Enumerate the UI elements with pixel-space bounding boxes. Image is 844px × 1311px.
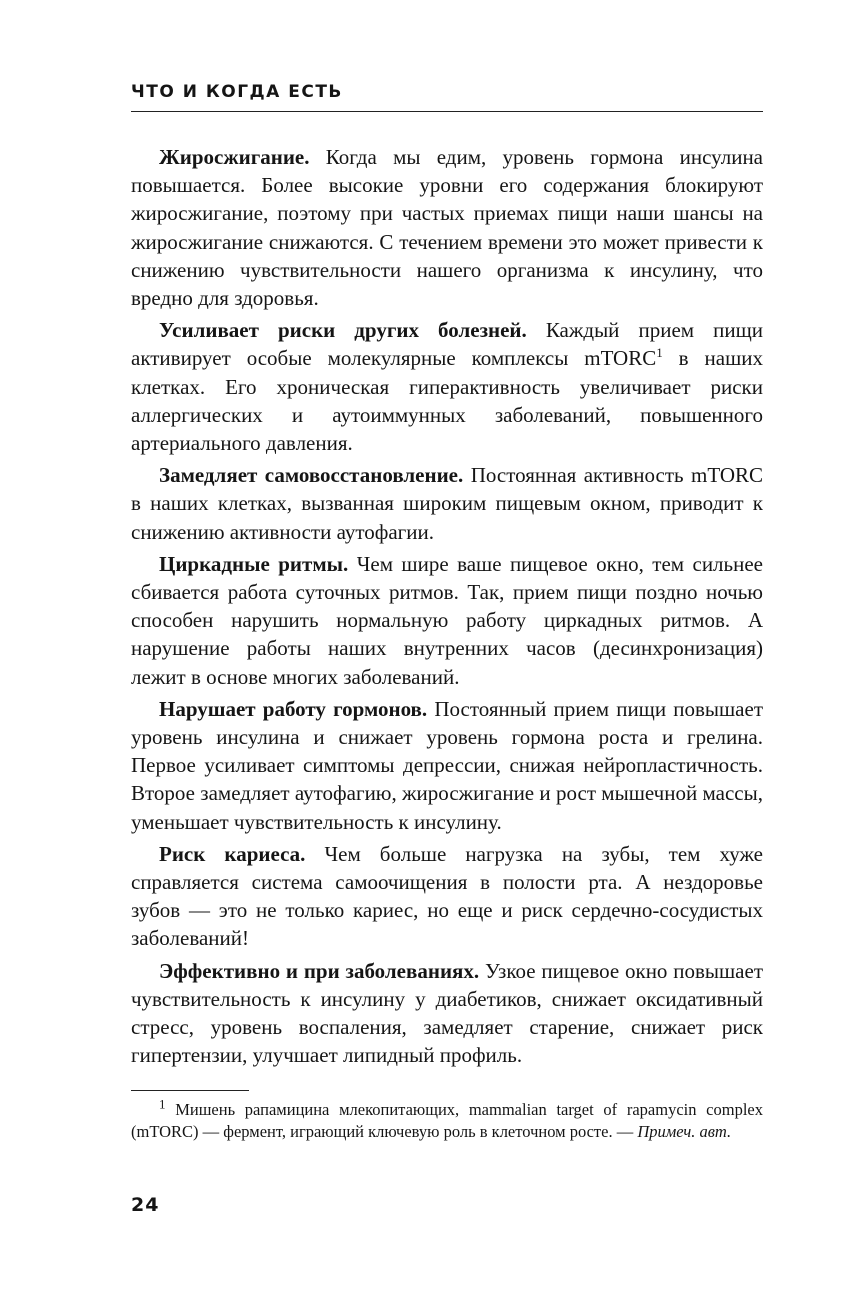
paragraph-lead: Эффективно и при заболеваниях. [159,958,480,983]
paragraph-text: Чем больше нагрузка на зубы, тем хуже справляется система самоочищения в полости рта. А нездоровье зубов — это не только кариес, но еще и риск сердечно-сосудистых заболеваний! [131,841,763,951]
paragraph-lead: Риск кариеса. [159,841,306,866]
paragraph-lead: Усиливает риски других болезней. [159,318,527,343]
page-number: 24 [131,1194,160,1216]
paragraph-fat-burning [131,143,763,312]
running-head: ЧТО И КОГДА ЕСТЬ [131,82,343,102]
paragraph-text: Чем шире ваше пищевое окно, тем сильнее сбивается работа суточных ритмов. Так, прием пищи поздно ночью способен нарушить нормальную работу циркадных ритмов. А нарушение работы наших внутренних часов (десинхронизация) лежит в основе многих заболеваний. [131,551,763,689]
body-text [131,143,763,1074]
paragraph-self-repair [131,461,763,546]
footnote-reference[interactable]: 1 [656,345,663,361]
footnote-number: 1 [159,1096,166,1112]
header-rule [131,111,763,112]
paragraph-caries [131,840,763,953]
paragraph-hormones [131,695,763,836]
paragraph-lead: Циркадные ритмы. [159,551,349,576]
paragraph-text: Каждый прием пищи активирует особые молекулярные комплексы mTORC [131,318,763,371]
paragraph-text: Постоянный прием пищи повышает уровень инсулина и снижает уровень гормона роста и грелина. Первое усиливает симптомы депрессии, снижая нейропластичность. Второе замедляет аутофагию, жиросжигание и рост мышечной массы, уменьшает чувствительность к инсулину. [131,696,763,834]
paragraph-disease-risks [131,316,763,457]
footnote-author-note: Примеч. авт. [637,1121,732,1141]
paragraph-text: Узкое пищевое окно повышает чувствительность к инсулину у диабетиков, снижает оксидативный стресс, уровень воспаления, замедляет старение, снижает риск гипертензии, улучшает липидный профиль. [131,958,764,1068]
footnote [131,1096,763,1142]
footnote-rule [131,1090,249,1091]
paragraph-lead: Жиросжигание. [159,145,310,169]
paragraph-lead: Замедляет самовосстановление. [159,463,464,488]
footnote-text: Мишень рапамицина млекопитающих, mammalian target of rapamycin complex (mTORC) — фермент, играющий ключевую роль в клеточном росте. — [131,1100,763,1141]
paragraph-diseases [131,957,763,1070]
paragraph-lead: Нарушает работу гормонов. [159,696,428,721]
paragraph-text: Постоянная активность mTORC в наших клетках, вызванная широким пищевым окном, приводит к снижению активности аутофагии. [131,463,764,544]
paragraph-circadian [131,550,763,691]
paragraph-text: Когда мы едим, уровень гормона инсулина повышается. Более высокие уровни его содержания блокируют жиросжигание, поэтому при частых приемах пищи наши шансы на жиросжигание снижаются. С течением времени это может привести к снижению чувствительности нашего организма к инсулину, что вредно для здоровья. [131,145,763,311]
paragraph-text: в наших клетках. Его хроническая гиперактивность увеличивает риски аллергических и аутоиммунных заболеваний, повышенного артериального давления. [131,346,763,456]
